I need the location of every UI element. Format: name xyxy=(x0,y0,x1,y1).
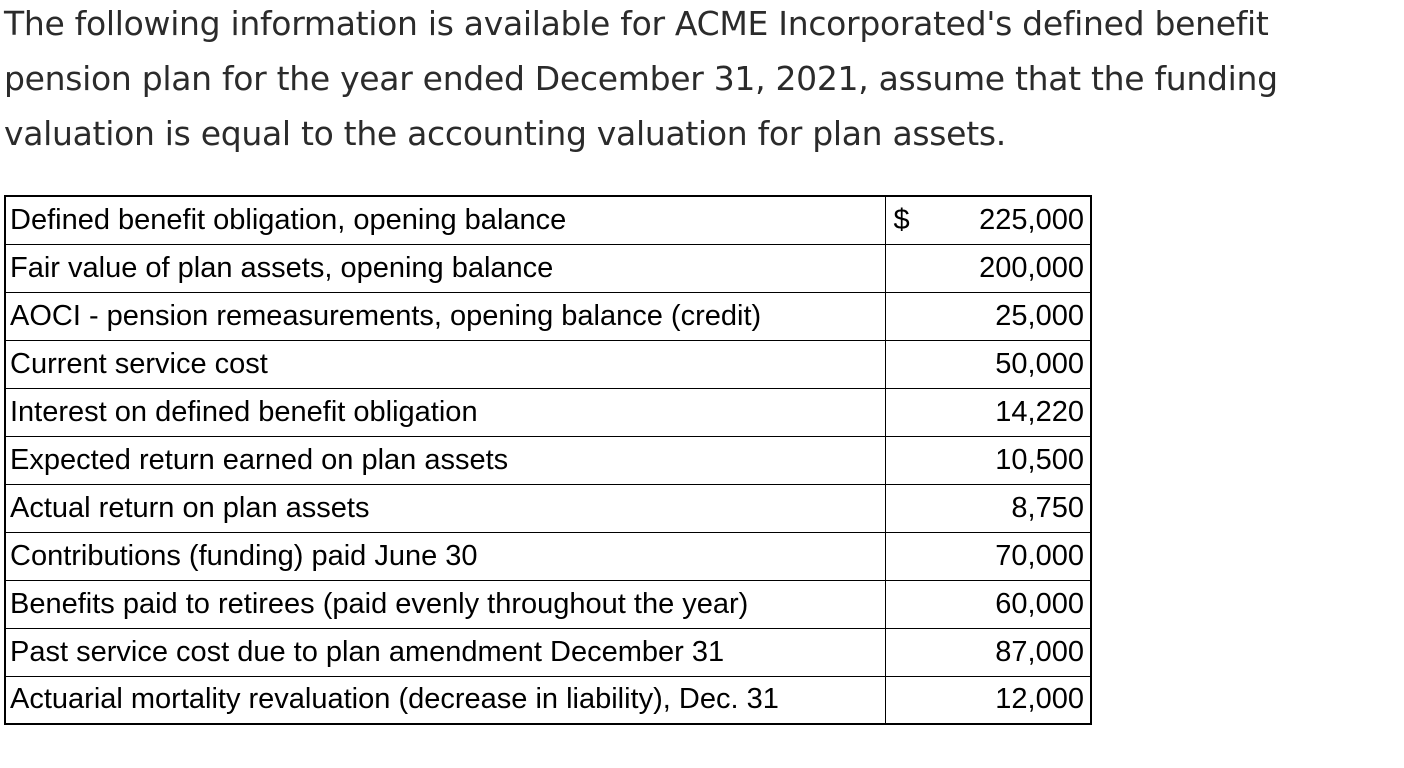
table-row xyxy=(5,244,1091,292)
row-label: Actuarial mortality revaluation (decrease in liability), Dec. 31 xyxy=(5,676,885,724)
row-amount: 70,000 xyxy=(933,532,1091,580)
intro-paragraph: The following information is available for ACME Incorporated's defined benefit pension plan for the year ended December 31, 2021, assume that the funding valuation is equal to the accounting valuation for plan assets. xyxy=(4,4,1278,153)
row-label: Defined benefit obligation, opening balance xyxy=(5,196,885,244)
currency-symbol xyxy=(885,580,933,628)
currency-symbol xyxy=(885,340,933,388)
table-row xyxy=(5,196,1091,244)
row-amount: 10,500 xyxy=(933,436,1091,484)
table-row xyxy=(5,484,1091,532)
pension-info-table xyxy=(4,195,1092,725)
row-amount: 25,000 xyxy=(933,292,1091,340)
row-amount: 14,220 xyxy=(933,388,1091,436)
row-label: Expected return earned on plan assets xyxy=(5,436,885,484)
currency-symbol xyxy=(885,244,933,292)
table-row xyxy=(5,532,1091,580)
row-label: Actual return on plan assets xyxy=(5,484,885,532)
currency-symbol xyxy=(885,676,933,724)
currency-symbol xyxy=(885,292,933,340)
row-amount: 225,000 xyxy=(933,196,1091,244)
row-amount: 87,000 xyxy=(933,628,1091,676)
row-label: Past service cost due to plan amendment December 31 xyxy=(5,628,885,676)
table-row xyxy=(5,388,1091,436)
currency-symbol xyxy=(885,532,933,580)
row-label: Current service cost xyxy=(5,340,885,388)
currency-symbol xyxy=(885,628,933,676)
row-label: Interest on defined benefit obligation xyxy=(5,388,885,436)
table-row xyxy=(5,580,1091,628)
row-label: Benefits paid to retirees (paid evenly throughout the year) xyxy=(5,580,885,628)
row-amount: 12,000 xyxy=(933,676,1091,724)
table-row xyxy=(5,628,1091,676)
table-row xyxy=(5,340,1091,388)
currency-symbol xyxy=(885,436,933,484)
row-label: Contributions (funding) paid June 30 xyxy=(5,532,885,580)
currency-symbol xyxy=(885,484,933,532)
row-label: Fair value of plan assets, opening balance xyxy=(5,244,885,292)
table-row xyxy=(5,436,1091,484)
row-amount: 60,000 xyxy=(933,580,1091,628)
row-amount: 50,000 xyxy=(933,340,1091,388)
row-amount: 200,000 xyxy=(933,244,1091,292)
table-row xyxy=(5,676,1091,724)
row-amount: 8,750 xyxy=(933,484,1091,532)
currency-symbol: $ xyxy=(885,196,933,244)
currency-symbol xyxy=(885,388,933,436)
table-row xyxy=(5,292,1091,340)
row-label: AOCI - pension remeasurements, opening balance (credit) xyxy=(5,292,885,340)
